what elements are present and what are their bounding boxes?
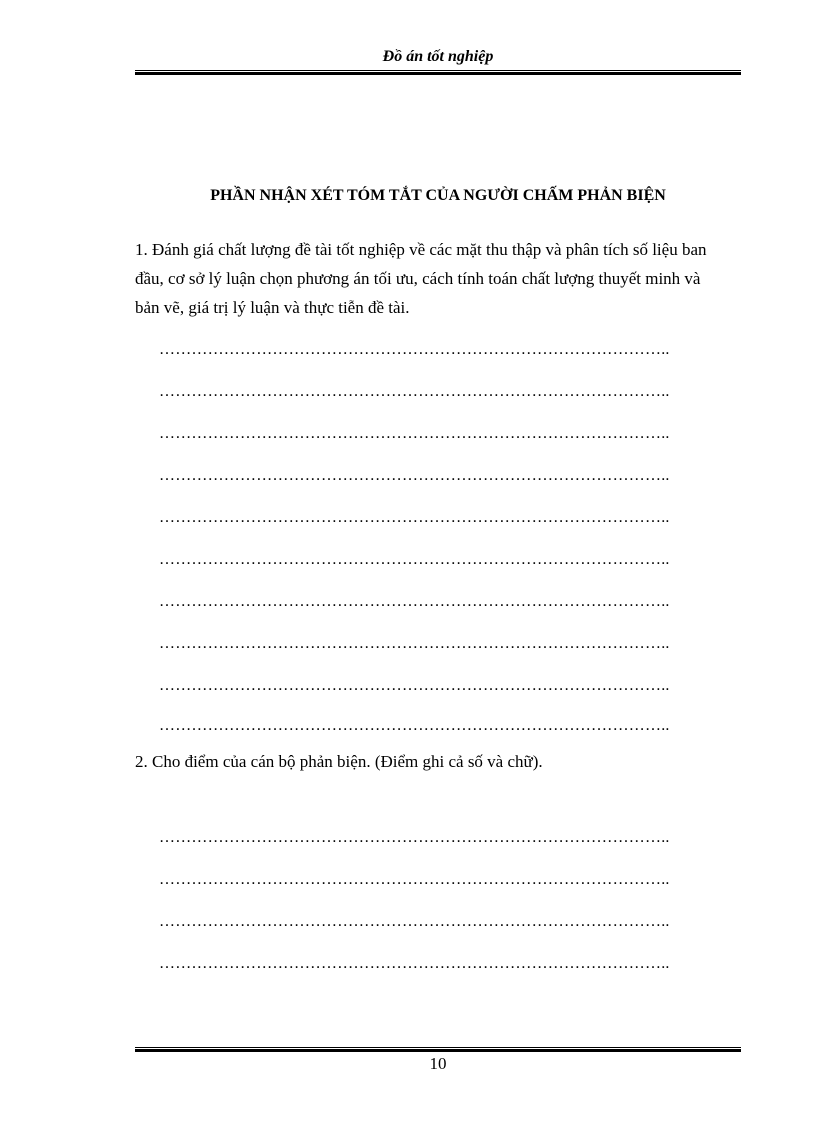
- section-title: PHẦN NHẬN XÉT TÓM TẮT CỦA NGƯỜI CHẤM PHẢN BIỆN: [210, 187, 666, 204]
- answer-line: …………………………………………………………………………………..: [159, 677, 670, 694]
- header-divider: [135, 70, 741, 75]
- score-line: …………………………………………………………………………………..: [159, 913, 670, 930]
- answer-line: …………………………………………………………………………………..: [159, 551, 670, 568]
- score-line: …………………………………………………………………………………..: [159, 829, 670, 846]
- answer-line: …………………………………………………………………………………..: [159, 383, 670, 400]
- answer-line: …………………………………………………………………………………..: [159, 593, 670, 610]
- question-2-text: 2. Cho điểm của cán bộ phản biện. (Điểm ghi cả số và chữ).: [135, 752, 543, 771]
- footer-divider: [135, 1047, 741, 1052]
- answer-line: …………………………………………………………………………………..: [159, 467, 670, 484]
- answer-line: …………………………………………………………………………………..: [159, 341, 670, 358]
- answer-line: …………………………………………………………………………………..: [159, 425, 670, 442]
- question-1-text: 1. Đánh giá chất lượng đề tài tốt nghiệp về các mặt thu thập và phân tích số liệu ban đầu, cơ sở lý luận chọn phương án tối ưu, cách tính toán chất lượng thuyết minh và bản vẽ, giá trị lý luận và thực tiễn đề tài.: [135, 240, 707, 317]
- page-number: 10: [429, 1054, 447, 1073]
- document-header-title: Đồ án tốt nghiệp: [382, 48, 494, 65]
- score-line: …………………………………………………………………………………..: [159, 871, 670, 888]
- answer-line: …………………………………………………………………………………..: [159, 509, 670, 526]
- answer-line: …………………………………………………………………………………..: [159, 635, 670, 652]
- answer-line: …………………………………………………………………………………..: [159, 717, 670, 734]
- score-line: …………………………………………………………………………………..: [159, 955, 670, 972]
